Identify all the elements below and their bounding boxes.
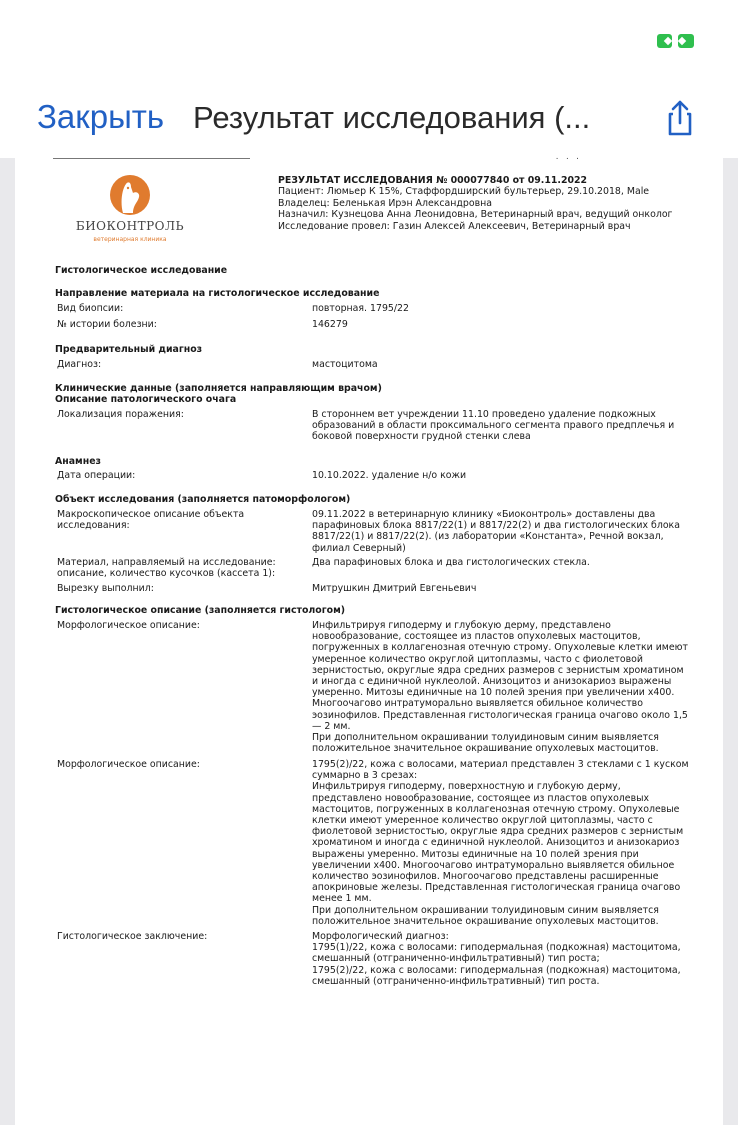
- green-brackets-icon: [657, 34, 694, 48]
- divider: ···: [555, 155, 586, 163]
- conclusion-line-1: 1795(1)/22, кожа с волосами: гиподермальная (подкожная) мастоцитома, смешанный (отграниченно-инфильтративный) тип роста;: [312, 942, 681, 965]
- owner-info: Владелец: Беленькая Ирэн Александровна: [278, 197, 492, 209]
- diagnosis-value: мастоцитома: [312, 359, 378, 370]
- morphology-label-2: Морфологическое описание:: [57, 759, 200, 770]
- localization-value: В стороннем вет учреждении 11.10 проведено удаление подкожных образований в области проксимального сегмента правого предплечья и боковой поверхности грудной стенки слева: [312, 409, 675, 443]
- conclusion-line-2: 1795(2)/22, кожа с волосами: гиподермальная (подкожная) мастоцитома, смешанный (отграниченно-инфильтративный) тип роста.: [312, 964, 681, 987]
- section-focus-description: Описание патологического очага: [55, 394, 237, 405]
- morphology-value-2: [312, 759, 690, 927]
- assigned-by: Назначил: Кузнецова Анна Леонидовна, Ветеринарный врач, ведущий онколог: [278, 209, 673, 221]
- material-label: Материал, направляемый на исследование: описание, количество кусочков (кассета 1):: [57, 557, 276, 580]
- morphology-value: [312, 620, 690, 754]
- morphology-label: Морфологическое описание:: [57, 620, 200, 631]
- section-histology: Гистологическое исследование: [55, 265, 228, 276]
- divider: [53, 158, 250, 159]
- close-button[interactable]: Закрыть: [37, 98, 165, 135]
- biopsy-type-label: Вид биопсии:: [57, 303, 124, 314]
- share-icon[interactable]: [660, 98, 700, 138]
- morphology-extra-2: При дополнительном окрашивании толуидиновым синим выявляется положительное значительное окрашивание опухолевых мастоцитов.: [312, 904, 659, 927]
- morphology-extra: При дополнительном окрашивании толуидиновым синим выявляется положительное значительное окрашивание опухолевых мастоцитов.: [312, 732, 659, 755]
- history-number-label: № истории болезни:: [57, 319, 157, 330]
- biopsy-type-value: повторная. 1795/22: [312, 303, 409, 314]
- section-referral: Направление материала на гистологическое исследование: [55, 288, 380, 299]
- section-anamnesis: Анамнез: [55, 456, 102, 467]
- document-page: [15, 155, 723, 1125]
- operation-date-value: 10.10.2022. удаление н/о кожи: [312, 470, 467, 481]
- operation-date-label: Дата операции:: [57, 470, 136, 481]
- cut-by-label: Вырезку выполнил:: [57, 583, 154, 594]
- cut-by-value: Митрушкин Дмитрий Евгеньевич: [312, 583, 477, 594]
- document-viewer[interactable]: [0, 155, 738, 1125]
- diagnosis-label: Диагноз:: [57, 359, 102, 370]
- section-prelim-diagnosis: Предварительный диагноз: [55, 344, 203, 355]
- logo-subtitle: ветеринарная клиника: [93, 236, 167, 243]
- conclusion-value: [312, 931, 690, 987]
- macro-description-label: Макроскопическое описание объекта исследования:: [57, 509, 245, 532]
- morphology-text-2: Инфильтрируя гиподерму, поверхностную и глубокую дерму, представлено новообразование, состоящее из пластов опухолевых мастоцитов, погруженных в коллагенозная отечную строму. Опухолевые клетки имеют умеренное количество округлой цитоплазмы, часто с фиолетовой зернистостью, округлые ядра средних размеров с зернистым хроматином и иногда с единичной нуклеолой. Анизоцитоз и анизокариоз выражены умеренно. Митозы единичные на 10 полей зрения при увеличении х400. Многоочагово интратуморально выявляется обильное количество эозинофилов. Многоочагово представлены расширенные апокриновые железы. Представленная гистологическая граница очагово менее 1 мм.: [312, 781, 684, 905]
- localization-label: Локализация поражения:: [57, 409, 184, 420]
- patient-info: Пациент: Люмьер К 15%, Стаффордширский бультерьер, 29.10.2018, Male: [278, 186, 650, 198]
- section-research-object: Объект исследования (заполняется патоморфологом): [55, 494, 351, 505]
- material-value: Два парафиновых блока и два гистологических стекла.: [312, 557, 590, 568]
- conclusion-heading: Морфологический диагноз:: [312, 931, 449, 942]
- history-number-value: 146279: [312, 319, 348, 330]
- section-histology-description: Гистологическое описание (заполняется гистологом): [55, 605, 346, 616]
- page-title: Результат исследования (...: [193, 100, 591, 135]
- morphology-intro-2: 1795(2)/22, кожа с волосами, материал представлен 3 стеклами с 1 куском суммарно в 3 срезах:: [312, 759, 689, 782]
- performed-by: Исследование провел: Газин Алексей Алексеевич, Ветеринарный врач: [278, 220, 631, 232]
- logo-name: БИОКОНТРОЛЬ: [75, 219, 185, 233]
- macro-description-value: 09.11.2022 в ветеринарную клинику «Биоконтроль» доставлены два парафиновых блока 8817/22(1) и 8817/22(2) и два гистологических блока 8817/22(1) и 8817/22(2). (из лаборатории «Константа», Речной вокзал, филиал Северный): [312, 509, 680, 554]
- morphology-text: Инфильтрируя гиподерму и глубокую дерму, представлено новообразование, состоящее из пластов опухолевых мастоцитов, погруженных в коллагенозная отечную строму. Опухолевые клетки имеют умеренное количество округлой цитоплазмы, часто с фиолетовой зернистостью, округлые ядра средних размеров с зернистым хроматином и иногда с единичной нуклеолой. Анизоцитоз и анизокариоз выражены умеренно. Митозы единичные на 10 полей зрения при увеличении х400. Многоочагово интратуморально выявляется обильное количество эозинофилов. Представленная гистологическая граница очагово около 1,5 — 2 мм.: [312, 620, 688, 732]
- conclusion-label: Гистологическое заключение:: [57, 931, 208, 942]
- report-title: РЕЗУЛЬТАТ ИССЛЕДОВАНИЯ № 000077840 от 09.11.2022: [278, 175, 588, 186]
- report-header: [278, 175, 698, 232]
- clinic-logo: [75, 175, 185, 247]
- section-clinical-data: Клинические данные (заполняется направляющим врачом): [55, 383, 382, 394]
